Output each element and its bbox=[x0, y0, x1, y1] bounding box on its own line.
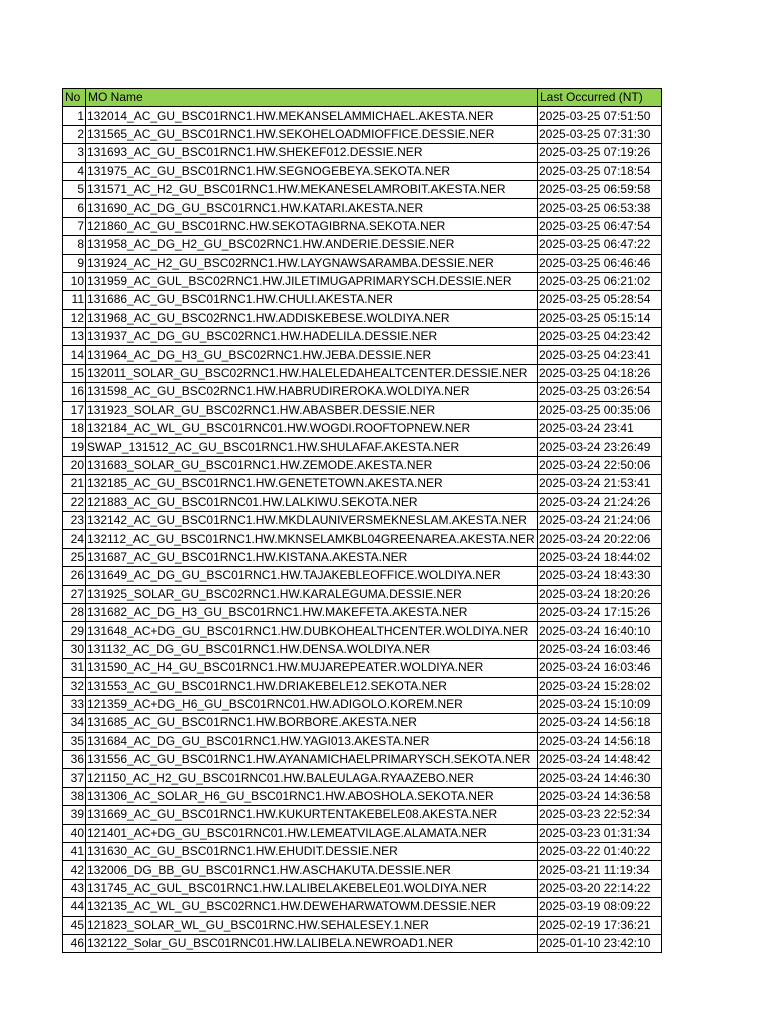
mo-name-cell: 131924_AC_H2_GU_BSC02RNC1.HW.LAYGNAWSARAMBA.DESSIE.NER bbox=[86, 254, 538, 272]
mo-name-cell: 121359_AC+DG_H6_GU_BSC01RNC01.HW.ADIGOLO.KOREM.NER bbox=[86, 695, 538, 713]
row-number: 34 bbox=[63, 714, 86, 732]
last-occurred-cell: 2025-03-24 17:15:26 bbox=[538, 603, 662, 621]
header-last-occurred: Last Occurred (NT) bbox=[538, 89, 662, 107]
row-number: 41 bbox=[63, 843, 86, 861]
last-occurred-cell: 2025-01-10 23:42:10 bbox=[538, 934, 662, 952]
mo-name-cell: 131683_SOLAR_GU_BSC01RNC1.HW.ZEMODE.AKESTA.NER bbox=[86, 456, 538, 474]
row-number: 36 bbox=[63, 751, 86, 769]
last-occurred-cell: 2025-03-24 14:56:18 bbox=[538, 714, 662, 732]
mo-name-cell: SWAP_131512_AC_GU_BSC01RNC1.HW.SHULAFAF.AKESTA.NER bbox=[86, 438, 538, 456]
table-row bbox=[63, 420, 662, 438]
row-number: 9 bbox=[63, 254, 86, 272]
row-number: 24 bbox=[63, 530, 86, 548]
mo-name-cell: 131968_AC_GU_BSC02RNC1.HW.ADDISKEBESE.WOLDIYA.NER bbox=[86, 309, 538, 327]
last-occurred-cell: 2025-03-25 06:21:02 bbox=[538, 272, 662, 290]
last-occurred-cell: 2025-03-21 11:19:34 bbox=[538, 861, 662, 879]
last-occurred-cell: 2025-03-20 22:14:22 bbox=[538, 879, 662, 897]
last-occurred-cell: 2025-03-24 21:24:26 bbox=[538, 493, 662, 511]
last-occurred-cell: 2025-03-25 04:18:26 bbox=[538, 364, 662, 382]
mo-name-cell: 132185_AC_GU_BSC01RNC1.HW.GENETETOWN.AKESTA.NER bbox=[86, 475, 538, 493]
table-row bbox=[63, 714, 662, 732]
row-number: 33 bbox=[63, 695, 86, 713]
last-occurred-cell: 2025-03-24 16:03:46 bbox=[538, 640, 662, 658]
mo-name-cell: 131745_AC_GUL_BSC01RNC1.HW.LALIBELAKEBELE01.WOLDIYA.NER bbox=[86, 879, 538, 897]
row-number: 40 bbox=[63, 824, 86, 842]
mo-name-cell: 132184_AC_WL_GU_BSC01RNC01.HW.WOGDI.ROOFTOPNEW.NER bbox=[86, 420, 538, 438]
table-row bbox=[63, 898, 662, 916]
mo-name-cell: 132006_DG_BB_GU_BSC01RNC1.HW.ASCHAKUTA.DESSIE.NER bbox=[86, 861, 538, 879]
table-row bbox=[63, 934, 662, 952]
mo-name-cell: 121150_AC_H2_GU_BSC01RNC01.HW.BALEULAGA.RYAAZEBO.NER bbox=[86, 769, 538, 787]
mo-name-cell: 131132_AC_DG_GU_BSC01RNC1.HW.DENSA.WOLDIYA.NER bbox=[86, 640, 538, 658]
row-number: 5 bbox=[63, 180, 86, 198]
table-row bbox=[63, 640, 662, 658]
last-occurred-cell: 2025-03-25 07:19:26 bbox=[538, 144, 662, 162]
row-number: 14 bbox=[63, 346, 86, 364]
table-row bbox=[63, 144, 662, 162]
last-occurred-cell: 2025-03-24 14:36:58 bbox=[538, 787, 662, 805]
last-occurred-cell: 2025-03-23 22:52:34 bbox=[538, 806, 662, 824]
row-number: 35 bbox=[63, 732, 86, 750]
row-number: 42 bbox=[63, 861, 86, 879]
row-number: 13 bbox=[63, 328, 86, 346]
mo-name-cell: 132011_SOLAR_GU_BSC02RNC1.HW.HALELEDAHEALTCENTER.DESSIE.NER bbox=[86, 364, 538, 382]
last-occurred-cell: 2025-03-25 04:23:41 bbox=[538, 346, 662, 364]
mo-name-cell: 131964_AC_DG_H3_GU_BSC02RNC1.HW.JEBA.DESSIE.NER bbox=[86, 346, 538, 364]
row-number: 46 bbox=[63, 934, 86, 952]
mo-name-cell: 131306_AC_SOLAR_H6_GU_BSC01RNC1.HW.ABOSHOLA.SEKOTA.NER bbox=[86, 787, 538, 805]
table-row bbox=[63, 751, 662, 769]
last-occurred-cell: 2025-03-25 04:23:42 bbox=[538, 328, 662, 346]
mo-name-cell: 131556_AC_GU_BSC01RNC1.HW.AYANAMICHAELPRIMARYSCH.SEKOTA.NER bbox=[86, 751, 538, 769]
table-row bbox=[63, 291, 662, 309]
table-row bbox=[63, 732, 662, 750]
table-row bbox=[63, 438, 662, 456]
last-occurred-cell: 2025-03-24 18:44:02 bbox=[538, 548, 662, 566]
row-number: 7 bbox=[63, 217, 86, 235]
last-occurred-cell: 2025-03-23 01:31:34 bbox=[538, 824, 662, 842]
mo-name-cell: 121401_AC+DG_GU_BSC01RNC01.HW.LEMEATVILAGE.ALAMATA.NER bbox=[86, 824, 538, 842]
table-row bbox=[63, 879, 662, 897]
table-row bbox=[63, 309, 662, 327]
mo-name-cell: 121860_AC_GU_BSC01RNC.HW.SEKOTAGIBRNA.SEKOTA.NER bbox=[86, 217, 538, 235]
row-number: 4 bbox=[63, 162, 86, 180]
row-number: 8 bbox=[63, 236, 86, 254]
row-number: 43 bbox=[63, 879, 86, 897]
table-row bbox=[63, 346, 662, 364]
last-occurred-cell: 2025-02-19 17:36:21 bbox=[538, 916, 662, 934]
last-occurred-cell: 2025-03-24 22:50:06 bbox=[538, 456, 662, 474]
last-occurred-cell: 2025-03-25 05:28:54 bbox=[538, 291, 662, 309]
table-row bbox=[63, 824, 662, 842]
mo-name-cell: 131682_AC_DG_H3_GU_BSC01RNC1.HW.MAKEFETA.AKESTA.NER bbox=[86, 603, 538, 621]
last-occurred-cell: 2025-03-24 23:41 bbox=[538, 420, 662, 438]
row-number: 16 bbox=[63, 383, 86, 401]
header-mo-name: MO Name bbox=[86, 89, 538, 107]
row-number: 39 bbox=[63, 806, 86, 824]
last-occurred-cell: 2025-03-25 06:59:58 bbox=[538, 180, 662, 198]
table-body bbox=[63, 107, 662, 953]
last-occurred-cell: 2025-03-24 14:46:30 bbox=[538, 769, 662, 787]
table-row bbox=[63, 530, 662, 548]
mo-name-cell: 131565_AC_GU_BSC01RNC1.HW.SEKOHELOADMIOFFICE.DESSIE.NER bbox=[86, 125, 538, 143]
mo-name-cell: 131571_AC_H2_GU_BSC01RNC1.HW.MEKANESELAMROBIT.AKESTA.NER bbox=[86, 180, 538, 198]
last-occurred-cell: 2025-03-25 05:15:14 bbox=[538, 309, 662, 327]
mo-name-cell: 131669_AC_GU_BSC01RNC1.HW.KUKURTENTAKEBELE08.AKESTA.NER bbox=[86, 806, 538, 824]
table-row bbox=[63, 364, 662, 382]
table-row bbox=[63, 328, 662, 346]
table-row bbox=[63, 695, 662, 713]
last-occurred-cell: 2025-03-24 16:40:10 bbox=[538, 622, 662, 640]
row-number: 17 bbox=[63, 401, 86, 419]
mo-name-cell: 131648_AC+DG_GU_BSC01RNC1.HW.DUBKOHEALTHCENTER.WOLDIYA.NER bbox=[86, 622, 538, 640]
last-occurred-cell: 2025-03-24 15:10:09 bbox=[538, 695, 662, 713]
table-row bbox=[63, 769, 662, 787]
table-row bbox=[63, 107, 662, 125]
row-number: 6 bbox=[63, 199, 86, 217]
table-row bbox=[63, 125, 662, 143]
table-row bbox=[63, 677, 662, 695]
mo-name-cell: 131693_AC_GU_BSC01RNC1.HW.SHEKEF012.DESSIE.NER bbox=[86, 144, 538, 162]
last-occurred-cell: 2025-03-24 16:03:46 bbox=[538, 659, 662, 677]
mo-name-cell: 131690_AC_DG_GU_BSC01RNC1.HW.KATARI.AKESTA.NER bbox=[86, 199, 538, 217]
last-occurred-cell: 2025-03-24 21:53:41 bbox=[538, 475, 662, 493]
table-row bbox=[63, 383, 662, 401]
mo-name-cell: 132112_AC_GU_BSC01RNC1.HW.MKNSELAMKBL04GREENAREA.AKESTA.NER bbox=[86, 530, 538, 548]
last-occurred-cell: 2025-03-25 03:26:54 bbox=[538, 383, 662, 401]
table-row bbox=[63, 162, 662, 180]
last-occurred-cell: 2025-03-25 06:46:46 bbox=[538, 254, 662, 272]
row-number: 38 bbox=[63, 787, 86, 805]
mo-name-cell: 131925_SOLAR_GU_BSC02RNC1.HW.KARALEGUMA.DESSIE.NER bbox=[86, 585, 538, 603]
row-number: 29 bbox=[63, 622, 86, 640]
mo-name-cell: 131590_AC_H4_GU_BSC01RNC1.HW.MUJAREPEATER.WOLDIYA.NER bbox=[86, 659, 538, 677]
mo-name-cell: 132014_AC_GU_BSC01RNC1.HW.MEKANSELAMMICHAEL.AKESTA.NER bbox=[86, 107, 538, 125]
table-row bbox=[63, 180, 662, 198]
row-number: 1 bbox=[63, 107, 86, 125]
last-occurred-cell: 2025-03-24 18:43:30 bbox=[538, 567, 662, 585]
table-row bbox=[63, 272, 662, 290]
row-number: 23 bbox=[63, 511, 86, 529]
row-number: 31 bbox=[63, 659, 86, 677]
row-number: 44 bbox=[63, 898, 86, 916]
row-number: 20 bbox=[63, 456, 86, 474]
mo-name-cell: 131598_AC_GU_BSC02RNC1.HW.HABRUDIREROKA.WOLDIYA.NER bbox=[86, 383, 538, 401]
last-occurred-cell: 2025-03-25 07:18:54 bbox=[538, 162, 662, 180]
mo-name-cell: 131649_AC_DG_GU_BSC01RNC1.HW.TAJAKEBLEOFFICE.WOLDIYA.NER bbox=[86, 567, 538, 585]
row-number: 25 bbox=[63, 548, 86, 566]
row-number: 27 bbox=[63, 585, 86, 603]
mo-name-cell: 131959_AC_GUL_BSC02RNC1.HW.JILETIMUGAPRIMARYSCH.DESSIE.NER bbox=[86, 272, 538, 290]
mo-name-cell: 131686_AC_GU_BSC01RNC1.HW.CHULI.AKESTA.NER bbox=[86, 291, 538, 309]
last-occurred-cell: 2025-03-24 15:28:02 bbox=[538, 677, 662, 695]
table-row bbox=[63, 659, 662, 677]
mo-name-cell: 131687_AC_GU_BSC01RNC1.HW.KISTANA.AKESTA.NER bbox=[86, 548, 538, 566]
last-occurred-cell: 2025-03-25 00:35:06 bbox=[538, 401, 662, 419]
mo-name-cell: 131975_AC_GU_BSC01RNC1.HW.SEGNOGEBEYA.SEKOTA.NER bbox=[86, 162, 538, 180]
table-row bbox=[63, 254, 662, 272]
table-row bbox=[63, 622, 662, 640]
last-occurred-cell: 2025-03-24 21:24:06 bbox=[538, 511, 662, 529]
table-row bbox=[63, 548, 662, 566]
row-number: 21 bbox=[63, 475, 86, 493]
last-occurred-cell: 2025-03-24 14:56:18 bbox=[538, 732, 662, 750]
table-row bbox=[63, 787, 662, 805]
last-occurred-cell: 2025-03-24 18:20:26 bbox=[538, 585, 662, 603]
table-row bbox=[63, 585, 662, 603]
row-number: 32 bbox=[63, 677, 86, 695]
row-number: 37 bbox=[63, 769, 86, 787]
row-number: 22 bbox=[63, 493, 86, 511]
last-occurred-cell: 2025-03-24 14:48:42 bbox=[538, 751, 662, 769]
mo-name-cell: 131685_AC_GU_BSC01RNC1.HW.BORBORE.AKESTA.NER bbox=[86, 714, 538, 732]
row-number: 11 bbox=[63, 291, 86, 309]
header-no: No bbox=[63, 89, 86, 107]
mo-name-cell: 132122_Solar_GU_BSC01RNC01.HW.LALIBELA.NEWROAD1.NER bbox=[86, 934, 538, 952]
mo-name-cell: 132142_AC_GU_BSC01RNC1.HW.MKDLAUNIVERSMEKNESLAM.AKESTA.NER bbox=[86, 511, 538, 529]
last-occurred-cell: 2025-03-25 06:47:22 bbox=[538, 236, 662, 254]
table-header bbox=[63, 89, 662, 107]
alarm-table bbox=[62, 88, 662, 953]
mo-name-cell: 121883_AC_GU_BSC01RNC01.HW.LALKIWU.SEKOTA.NER bbox=[86, 493, 538, 511]
table-row bbox=[63, 199, 662, 217]
last-occurred-cell: 2025-03-25 07:51:50 bbox=[538, 107, 662, 125]
row-number: 2 bbox=[63, 125, 86, 143]
table-row bbox=[63, 567, 662, 585]
table-row bbox=[63, 843, 662, 861]
last-occurred-cell: 2025-03-24 23:26:49 bbox=[538, 438, 662, 456]
header-row bbox=[63, 89, 662, 107]
last-occurred-cell: 2025-03-25 06:53:38 bbox=[538, 199, 662, 217]
last-occurred-cell: 2025-03-24 20:22:06 bbox=[538, 530, 662, 548]
table-row bbox=[63, 603, 662, 621]
mo-name-cell: 131630_AC_GU_BSC01RNC1.HW.EHUDIT.DESSIE.NER bbox=[86, 843, 538, 861]
table-row bbox=[63, 916, 662, 934]
last-occurred-cell: 2025-03-25 06:47:54 bbox=[538, 217, 662, 235]
mo-name-cell: 131937_AC_DG_GU_BSC02RNC1.HW.HADELILA.DESSIE.NER bbox=[86, 328, 538, 346]
mo-name-cell: 131923_SOLAR_GU_BSC02RNC1.HW.ABASBER.DESSIE.NER bbox=[86, 401, 538, 419]
table-row bbox=[63, 217, 662, 235]
mo-name-cell: 131958_AC_DG_H2_GU_BSC02RNC1.HW.ANDERIE.DESSIE.NER bbox=[86, 236, 538, 254]
mo-name-cell: 131553_AC_GU_BSC01RNC1.HW.DRIAKEBELE12.SEKOTA.NER bbox=[86, 677, 538, 695]
row-number: 12 bbox=[63, 309, 86, 327]
table-row bbox=[63, 806, 662, 824]
last-occurred-cell: 2025-03-25 07:31:30 bbox=[538, 125, 662, 143]
mo-name-cell: 132135_AC_WL_GU_BSC02RNC1.HW.DEWEHARWATOWM.DESSIE.NER bbox=[86, 898, 538, 916]
last-occurred-cell: 2025-03-19 08:09:22 bbox=[538, 898, 662, 916]
row-number: 19 bbox=[63, 438, 86, 456]
table-row bbox=[63, 456, 662, 474]
table-row bbox=[63, 493, 662, 511]
row-number: 26 bbox=[63, 567, 86, 585]
mo-name-cell: 121823_SOLAR_WL_GU_BSC01RNC.HW.SEHALESEY.1.NER bbox=[86, 916, 538, 934]
row-number: 30 bbox=[63, 640, 86, 658]
row-number: 3 bbox=[63, 144, 86, 162]
row-number: 15 bbox=[63, 364, 86, 382]
last-occurred-cell: 2025-03-22 01:40:22 bbox=[538, 843, 662, 861]
row-number: 45 bbox=[63, 916, 86, 934]
table-row bbox=[63, 236, 662, 254]
table-row bbox=[63, 475, 662, 493]
table-row bbox=[63, 511, 662, 529]
table-row bbox=[63, 861, 662, 879]
row-number: 10 bbox=[63, 272, 86, 290]
mo-name-cell: 131684_AC_DG_GU_BSC01RNC1.HW.YAGI013.AKESTA.NER bbox=[86, 732, 538, 750]
row-number: 18 bbox=[63, 420, 86, 438]
table-row bbox=[63, 401, 662, 419]
row-number: 28 bbox=[63, 603, 86, 621]
